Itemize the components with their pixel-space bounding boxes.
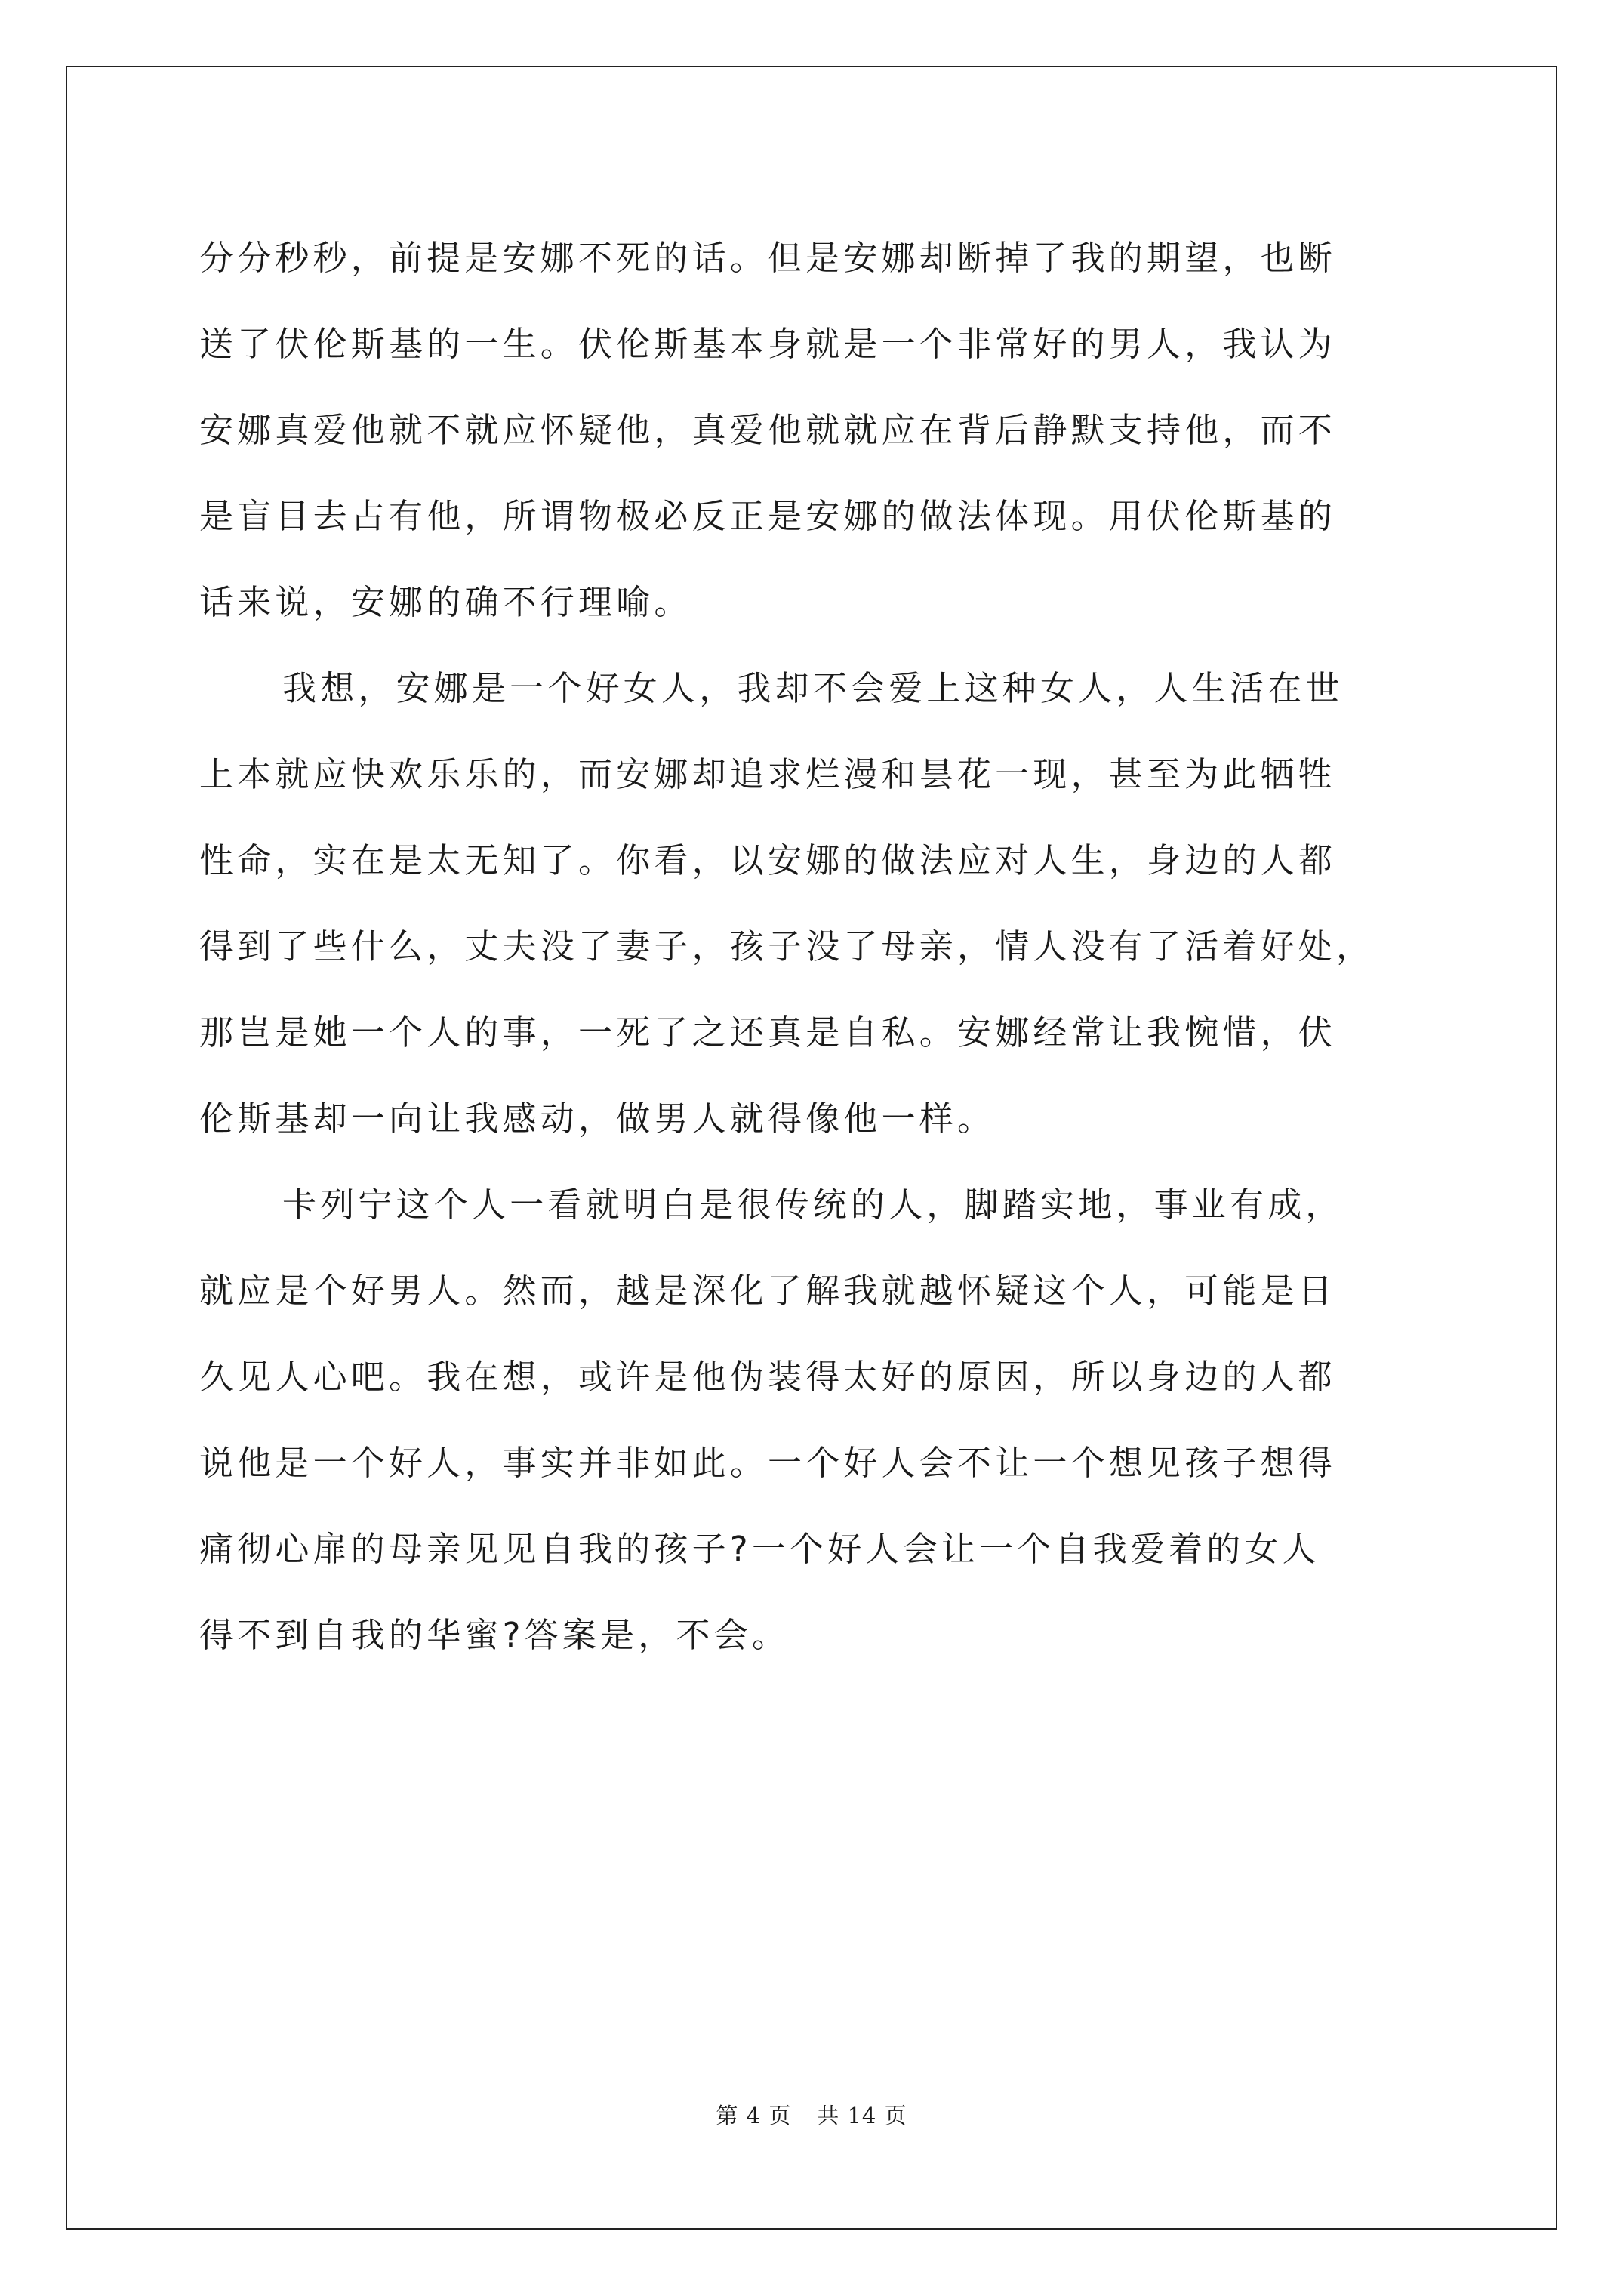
text-line: 安娜真爱他就不就应怀疑他，真爱他就就应在背后静默支持他，而不 (199, 410, 1337, 450)
text-line: 上本就应快欢乐乐的，而安娜却追求烂漫和昙花一现，甚至为此牺牲 (199, 754, 1337, 794)
text-line: 得不到自我的华蜜?答案是，不会。 (199, 1615, 790, 1655)
text-line: 性命，实在是太无知了。你看，以安娜的做法应对人生，身边的人都 (199, 840, 1337, 880)
paragraph (199, 1162, 1430, 1678)
paragraph (199, 215, 1430, 646)
text-line: 就应是个好男人。然而，越是深化了解我就越怀疑这个人，可能是日 (199, 1271, 1337, 1311)
paragraph (199, 646, 1430, 1162)
page-total: 共 14 页 (817, 2103, 907, 2128)
text-line: 那岂是她一个人的事，一死了之还真是自私。安娜经常让我惋惜，伏 (199, 1012, 1337, 1052)
text-line: 是盲目去占有他，所谓物极必反正是安娜的做法体现。用伏伦斯基的 (199, 496, 1337, 536)
document-body (199, 215, 1430, 1678)
text-line: 话来说，安娜的确不行理喻。 (199, 582, 692, 622)
text-line: 痛彻心扉的母亲见见自我的孩子?一个好人会让一个自我爱着的女人 (199, 1529, 1320, 1569)
text-line: 卡列宁这个人一看就明白是很传统的人，脚踏实地，事业有成， (282, 1185, 1344, 1225)
text-line: 分分秒秒，前提是安娜不死的话。但是安娜却断掉了我的期望，也断 (199, 238, 1337, 278)
text-line: 得到了些什么，丈夫没了妻子，孩子没了母亲，情人没有了活着好处， (199, 926, 1375, 966)
text-line: 说他是一个好人，事实并非如此。一个好人会不让一个想见孩子想得 (199, 1443, 1337, 1483)
page-number: 第 4 页 (716, 2103, 792, 2128)
text-line: 久见人心吧。我在想，或许是他伪装得太好的原因，所以身边的人都 (199, 1357, 1337, 1397)
text-line: 送了伏伦斯基的一生。伏伦斯基本身就是一个非常好的男人，我认为 (199, 324, 1337, 364)
text-line: 我想，安娜是一个好女人，我却不会爱上这种女人，人生活在世 (282, 668, 1344, 708)
text-line: 伦斯基却一向让我感动，做男人就得像他一样。 (199, 1099, 996, 1139)
page-footer (0, 2099, 1623, 2130)
